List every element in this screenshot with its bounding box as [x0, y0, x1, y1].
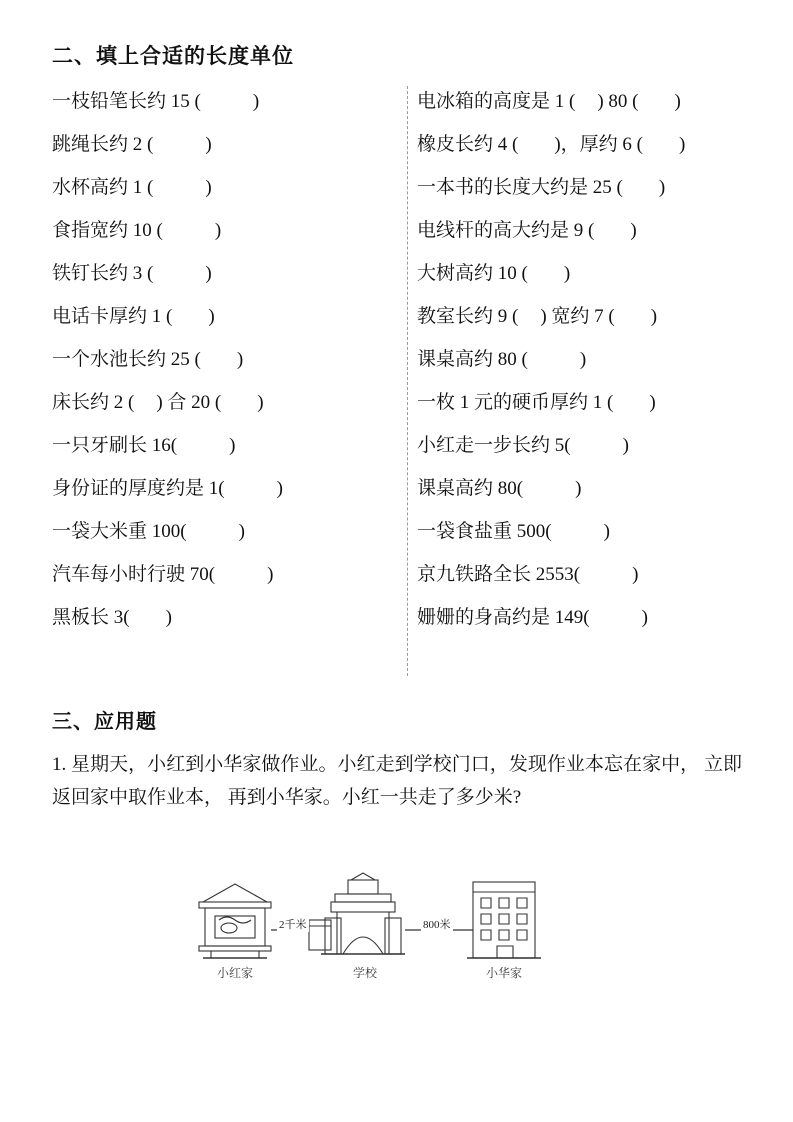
item-text: 橡皮长约 4 ( [417, 134, 519, 155]
item-close: ) [229, 435, 236, 456]
list-item [52, 166, 392, 209]
item-close: ) [257, 392, 264, 413]
list-item [52, 252, 392, 295]
item-close: ) [630, 220, 637, 241]
list-item [52, 295, 392, 338]
list-item [417, 338, 757, 381]
right-house-label: 小华家 [485, 966, 522, 980]
list-item [417, 295, 757, 338]
item-text: 身份证的厚度约是 1( [52, 478, 225, 499]
list-item [417, 123, 757, 166]
item-mid: ) 80 ( [597, 91, 639, 112]
item-text: 一枚 1 元的硬币厚约 1 ( [417, 392, 614, 413]
item-close: ) [214, 220, 222, 241]
item-close: ) [579, 349, 587, 370]
list-item [417, 209, 757, 252]
item-close: ) [276, 478, 283, 499]
item-text: 黑板长 3( [52, 607, 130, 628]
segment-1-label: 2千米 [277, 916, 309, 932]
item-text: 课桌高约 80( [417, 478, 524, 499]
list-item [52, 553, 392, 596]
item-close: ) [632, 564, 639, 585]
item-mid: )，厚约 6 ( [554, 134, 643, 155]
item-close: ) [603, 521, 610, 542]
item-text: 大树高约 10 ( [417, 263, 528, 284]
list-item [52, 424, 392, 467]
item-close: ) [650, 306, 658, 327]
item-close: ) [575, 478, 582, 499]
list-item [52, 467, 392, 510]
item-mid: ) 宽约 7 ( [540, 306, 615, 327]
list-item [52, 123, 392, 166]
item-close: ) [205, 263, 212, 284]
list-item [417, 381, 757, 424]
item-text: 跳绳长约 2 ( [52, 134, 154, 155]
list-item [417, 424, 757, 467]
item-close: ) [238, 521, 245, 542]
list-item [417, 252, 757, 295]
item-close: ) [252, 91, 260, 112]
item-close: ) [641, 607, 648, 628]
item-text: 一枝铅笔长约 15 ( [52, 91, 201, 112]
fill-in-units-columns [52, 80, 752, 680]
item-text: 一袋大米重 100( [52, 521, 187, 542]
list-item [417, 510, 757, 553]
section-2-title: 二、填上合适的长度单位 [52, 44, 294, 68]
item-close: ) [205, 134, 212, 155]
item-close: ) [674, 91, 681, 112]
left-column [52, 80, 392, 639]
segment-2-label: 800米 [421, 916, 453, 932]
item-close: ) [678, 134, 686, 155]
list-item [417, 553, 757, 596]
list-item [52, 338, 392, 381]
item-close: ) [205, 177, 212, 198]
item-text: 水杯高约 1 ( [52, 177, 154, 198]
item-close: ) [165, 607, 172, 628]
item-text: 小红走一步长约 5( [417, 435, 571, 456]
list-item [52, 381, 392, 424]
item-mid: ) 合 20 ( [156, 392, 222, 413]
item-text: 教室长约 9 ( [417, 306, 519, 327]
item-text: 京九铁路全长 2553( [417, 564, 581, 585]
item-text: 一个水池长约 25 ( [52, 349, 201, 370]
item-close: ) [208, 306, 215, 327]
item-text: 姗姗的身高约是 149( [417, 607, 590, 628]
problem-1-text: 1. 星期天，小红到小华家做作业。小红走到学校门口，发现作业本忘在家中， 立即返回家中取作业本， 再到小华家。小红一共走了多少米? [52, 754, 742, 809]
item-text: 课桌高约 80 ( [417, 349, 528, 370]
item-close: ) [622, 435, 629, 456]
school-label: 学校 [352, 966, 377, 980]
item-close: ) [267, 564, 274, 585]
item-close: ) [658, 177, 666, 198]
list-item [417, 596, 757, 639]
item-text: 电线杆的高大约是 9 ( [417, 220, 595, 241]
item-text: 汽车每小时行驶 70( [52, 564, 216, 585]
list-item [52, 596, 392, 639]
section-3-title: 三、应用题 [52, 711, 157, 733]
item-text: 铁钉长约 3 ( [52, 263, 154, 284]
left-house-label: 小红家 [216, 966, 253, 980]
item-text: 食指宽约 10 ( [52, 220, 163, 241]
item-text: 一本书的长度大约是 25 ( [417, 177, 623, 198]
item-text: 电冰箱的高度是 1 ( [417, 91, 576, 112]
list-item [52, 510, 392, 553]
list-item [52, 209, 392, 252]
list-item [417, 467, 757, 510]
list-item [417, 80, 757, 123]
column-divider [407, 86, 408, 676]
item-close: ) [649, 392, 656, 413]
item-text: 一袋食盐重 500( [417, 521, 552, 542]
problem-1-figure [185, 868, 565, 988]
item-text: 电话卡厚约 1 ( [52, 306, 173, 327]
list-item [52, 80, 392, 123]
list-item [417, 166, 757, 209]
item-text: 一只牙刷长 16( [52, 435, 178, 456]
item-text: 床长约 2 ( [52, 392, 135, 413]
item-close: ) [563, 263, 571, 284]
item-close: ) [236, 349, 244, 370]
right-column [417, 80, 757, 639]
